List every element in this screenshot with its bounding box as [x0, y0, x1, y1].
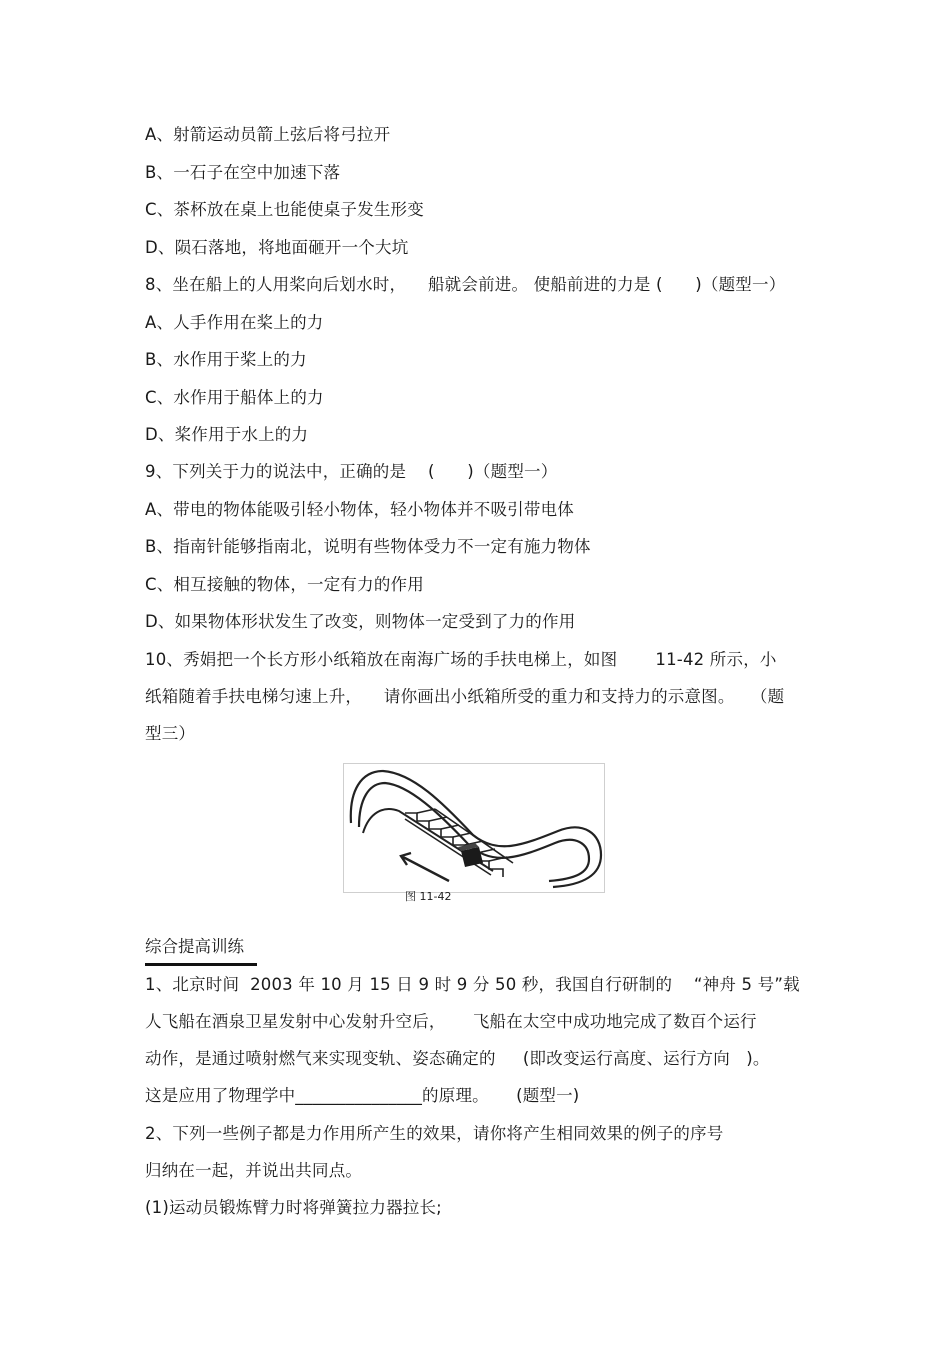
q8-option-d: D、桨作用于水上的力: [145, 425, 309, 444]
q7-option-d: D、陨石落地，将地面砸开一个大坑: [145, 238, 409, 257]
s1-line-4: 这是应用了物理学中_______________的原理。 (题型一): [145, 1086, 580, 1105]
q7-option-b: B、一石子在空中加速下落: [145, 163, 341, 182]
q7-option-c: C、茶杯放在桌上也能使桌子发生形变: [145, 200, 424, 219]
q8-option-a: A、人手作用在桨上的力: [145, 313, 324, 332]
q9-stem: 9、下列关于力的说法中，正确的是 ( )（题型一）: [145, 462, 558, 481]
q10-line-3: 型三）: [145, 724, 196, 743]
q8-option-c: C、水作用于船体上的力: [145, 388, 324, 407]
q8-option-b: B、水作用于桨上的力: [145, 350, 307, 369]
q10-line-2: 纸箱随着手扶电梯匀速上升， 请你画出小纸箱所受的重力和支持力的示意图。 （题: [145, 687, 785, 706]
s2-item-1: (1)运动员锻炼臂力时将弹簧拉力器拉长;: [145, 1198, 442, 1217]
q9-option-c: C、相互接触的物体，一定有力的作用: [145, 575, 424, 594]
s2-line-2: 归纳在一起，并说出共同点。: [145, 1161, 363, 1180]
figure-caption: 图 11-42: [405, 890, 452, 903]
s1-line-2: 人飞船在酒泉卫星发射中心发射升空后， 飞船在太空中成功地完成了数百个运行: [145, 1012, 757, 1031]
s1-line-1: 1、北京时间 2003 年 10 月 15 日 9 时 9 分 50 秒，我国自行研制的 “神舟 5 号”载: [145, 975, 800, 994]
s2-line-1: 2、下列一些例子都是力作用所产生的效果，请你将产生相同效果的例子的序号: [145, 1124, 724, 1143]
section-title: 综合提高训练: [145, 937, 244, 956]
s1-line-3: 动作，是通过喷射燃气来实现变轨、姿态确定的 (即改变运行高度、运行方向 )。: [145, 1049, 770, 1068]
escalator-illustration: [343, 763, 605, 893]
escalator-figure: [343, 763, 605, 893]
q9-option-a: A、带电的物体能吸引轻小物体，轻小物体并不吸引带电体: [145, 500, 574, 519]
q9-option-b: B、指南针能够指南北，说明有些物体受力不一定有施力物体: [145, 537, 591, 556]
q8-stem: 8、坐在船上的人用桨向后划水时， 船就会前进。 使船前进的力是 ( )（题型一）: [145, 275, 786, 294]
q10-line-1: 10、秀娟把一个长方形小纸箱放在南海广场的手扶电梯上，如图 11-42 所示，小: [145, 650, 777, 669]
q9-option-d: D、如果物体形状发生了改变，则物体一定受到了力的作用: [145, 612, 576, 631]
section-underline: [145, 963, 257, 966]
q7-option-a: A、射箭运动员箭上弦后将弓拉开: [145, 125, 391, 144]
